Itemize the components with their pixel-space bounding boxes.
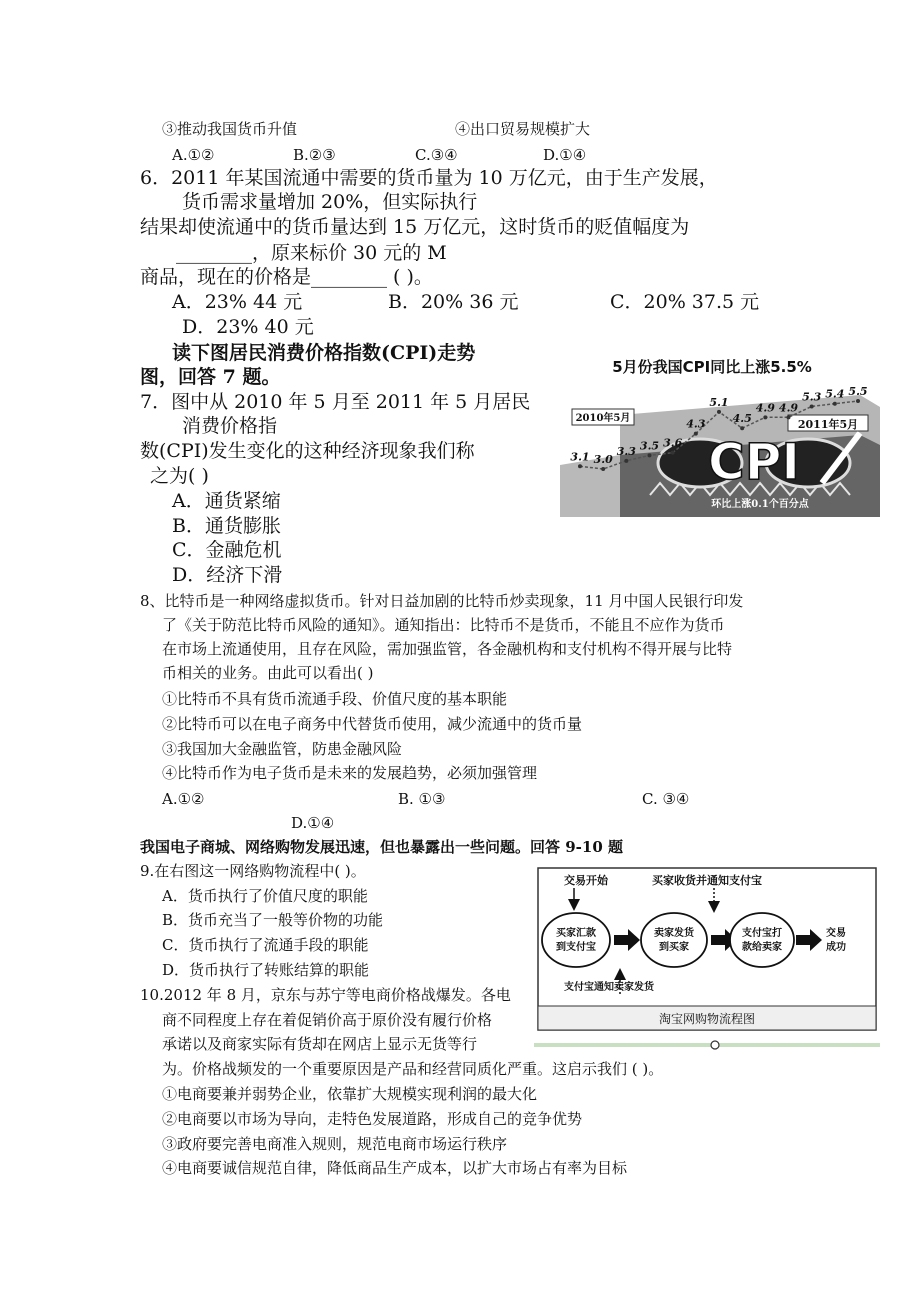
- q6-line-4: ________，原来标价 30 元的 M: [176, 242, 447, 264]
- cpi-point-label: 5.5: [848, 385, 868, 398]
- cpi-point-label: 5.1: [709, 395, 729, 409]
- q6-option-d[interactable]: D．23% 40 元: [182, 316, 314, 338]
- cpi-point-label: 4.3: [686, 417, 706, 431]
- q7-intro-2: 图，回答 7 题。: [140, 366, 281, 388]
- q8-item-2: ②比特币可以在电子商务中代替货币使用，减少流通中的货币量: [162, 715, 583, 733]
- cpi-point-label: 3.6: [663, 436, 683, 450]
- q7-line-3: 数(CPI)发生变化的这种经济现象我们称: [140, 440, 475, 462]
- q10-item-4: ④电商要诚信规范自律，降低商品生产成本，以扩大市场占有率为目标: [162, 1159, 628, 1177]
- q7-option-c[interactable]: C．金融危机: [172, 539, 282, 561]
- cpi-point: [787, 415, 791, 419]
- q10-line-4: 为。价格战频发的一个重要原因是产品和经营同质化严重。这启示我们 ( )。: [162, 1060, 664, 1078]
- q8-line-4: 币相关的业务。由此可以看出( ): [162, 664, 374, 682]
- q7-option-a[interactable]: A．通货紧缩: [172, 490, 281, 512]
- q8-item-1: ①比特币不具有货币流通手段、价值尺度的基本职能: [162, 690, 508, 708]
- q5-option-c[interactable]: C.③④: [415, 146, 458, 164]
- q6-line-5: 商品，现在的价格是________ ( )。: [140, 266, 433, 288]
- cpi-end-label: 2011年5月: [797, 418, 859, 431]
- q8-option-c[interactable]: C. ③④: [642, 790, 690, 808]
- cpi-trend-figure: [560, 345, 880, 517]
- q8-item-3: ③我国加大金融监管，防患金融风险: [162, 740, 403, 758]
- q7-line-1: 7．图中从 2010 年 5 月至 2011 年 5 月居民: [140, 391, 531, 413]
- cpi-point: [763, 415, 767, 419]
- q6-line-1: 6．2011 年某国流通中需要的货币量为 10 万亿元，由于生产发展，: [140, 167, 718, 189]
- q8-option-d[interactable]: D.①④: [291, 814, 335, 832]
- cpi-start-label: 2010年5月: [575, 413, 631, 424]
- cpi-point-label: 4.5: [732, 412, 752, 426]
- flow-step-3-line-1: 支付宝打: [742, 928, 782, 939]
- cpi-logo: [658, 433, 860, 491]
- cpi-point: [694, 432, 698, 436]
- q7-option-d[interactable]: D．经济下滑: [172, 564, 283, 586]
- cpi-logo-text: CPI: [708, 433, 800, 491]
- cpi-point: [717, 410, 721, 414]
- cpi-point-label: 3.5: [639, 439, 660, 453]
- q10-line-3: 承诺以及商家实际有货却在网店上显示无货等行: [162, 1035, 478, 1053]
- cpi-note: 环比上涨0.1个百分点: [711, 499, 809, 510]
- q10-line-1: 10.2012 年 8 月，京东与苏宁等电商价格战爆发。各电: [140, 986, 511, 1004]
- q8-line-1: 8、比特币是一种网络虚拟货币。针对日益加剧的比特币炒卖现象，11 月中国人民银行印发: [140, 592, 744, 610]
- cpi-point-label: 4.9: [778, 401, 799, 415]
- cpi-point-label: 3.0: [593, 453, 613, 466]
- q7-line-2: 消费价格指: [182, 415, 278, 437]
- flow-step-1: [542, 913, 610, 967]
- q5-option-a[interactable]: A.①②: [172, 146, 215, 164]
- cpi-point: [833, 402, 837, 406]
- cpi-point-label: 3.3: [616, 444, 636, 458]
- flow-step-2: [641, 913, 707, 967]
- flow-bottom-note: 支付宝通知卖家发货: [564, 982, 654, 993]
- flow-step-2-line-2: 到买家: [659, 942, 689, 953]
- q9-option-d[interactable]: D．货币执行了转账结算的职能: [162, 961, 370, 979]
- q10-item-2: ②电商要以市场为导向，走特色发展道路，形成自己的竞争优势: [162, 1110, 583, 1128]
- q5-item-4: ④出口贸易规模扩大: [455, 120, 591, 138]
- cpi-point: [856, 399, 860, 403]
- cpi-point: [648, 453, 652, 457]
- q9-stem: 9.在右图这一网络购物流程中( )。: [140, 862, 366, 880]
- cpi-point: [740, 426, 744, 430]
- q6-line-2: 货币需求量增加 20%，但实际执行: [182, 191, 478, 213]
- cpi-point-label: 3.1: [570, 450, 590, 464]
- q8-item-4: ④比特币作为电子货币是未来的发展趋势，必须加强管理: [162, 764, 538, 782]
- q7-line-4: 之为( ): [150, 465, 209, 487]
- cpi-point: [671, 451, 675, 455]
- flow-top-note: 买家收货并通知支付宝: [652, 874, 762, 887]
- q9-option-c[interactable]: C．货币执行了流通手段的职能: [162, 936, 369, 954]
- q10-item-3: ③政府要完善电商准入规则，规范电商市场运行秩序: [162, 1135, 508, 1153]
- flow-step-3: [730, 913, 794, 967]
- q9-option-b[interactable]: B．货币充当了一般等价物的功能: [162, 911, 384, 929]
- q5-item-3: ③推动我国货币升值: [162, 120, 298, 138]
- cpi-point: [578, 464, 582, 468]
- shopping-flow-figure: [534, 864, 880, 1050]
- flow-end-line-1: 交易: [826, 928, 846, 939]
- q10-line-2: 商不同程度上存在着促销价高于原价没有履行价格: [162, 1011, 493, 1029]
- q10-item-1: ①电商要兼并弱势企业，依靠扩大规模实现利润的最大化: [162, 1085, 538, 1103]
- flow-step-1-line-2: 到支付宝: [556, 942, 596, 953]
- q8-line-2: 了《关于防范比特币风险的通知》。通知指出：比特币不是货币，不能且不应作为货币: [162, 616, 725, 634]
- q8-line-3: 在市场上流通使用，且存在风险，需加强监管，各金融机构和支付机构不得开展与比特: [162, 640, 733, 658]
- flow-step-1-line-1: 买家汇款: [556, 928, 596, 939]
- q5-option-d[interactable]: D.①④: [543, 146, 587, 164]
- flow-step-3-line-2: 款给卖家: [742, 942, 782, 953]
- q6-option-c[interactable]: C．20% 37.5 元: [610, 291, 760, 313]
- q7-option-b[interactable]: B．通货膨胀: [172, 515, 281, 537]
- flow-end-line-2: 成功: [826, 942, 846, 953]
- flow-start: 交易开始: [564, 874, 608, 887]
- q9-10-intro: 我国电子商城、网络购物发展迅速，但也暴露出一些问题。回答 9-10 题: [140, 838, 623, 856]
- cpi-point: [601, 467, 605, 471]
- cpi-point: [624, 459, 628, 463]
- q8-option-b[interactable]: B. ①③: [398, 790, 446, 808]
- cpi-point-label: 4.9: [755, 401, 775, 415]
- cpi-point: [810, 404, 814, 408]
- q9-option-a[interactable]: A．货币执行了价值尺度的职能: [162, 887, 368, 905]
- flow-step-2-line-1: 卖家发货: [654, 928, 694, 939]
- q6-option-a[interactable]: A．23% 44 元: [172, 291, 303, 313]
- cpi-point-label: 5.4: [825, 387, 845, 401]
- q5-option-b[interactable]: B.②③: [293, 146, 336, 164]
- q6-option-b[interactable]: B．20% 36 元: [388, 291, 519, 313]
- cpi-point-label: 5.3: [802, 390, 822, 404]
- q8-option-a[interactable]: A.①②: [162, 790, 205, 808]
- cpi-title: 5月份我国CPI同比上涨5.5%: [612, 358, 812, 376]
- q6-line-3: 结果却使流通中的货币量达到 15 万亿元，这时货币的贬值幅度为: [140, 216, 690, 238]
- q5-options: [0, 143, 900, 167]
- flow-caption: 淘宝网购物流程图: [658, 1012, 756, 1026]
- q7-intro-1: 读下图居民消费价格指数(CPI)走势: [172, 342, 476, 364]
